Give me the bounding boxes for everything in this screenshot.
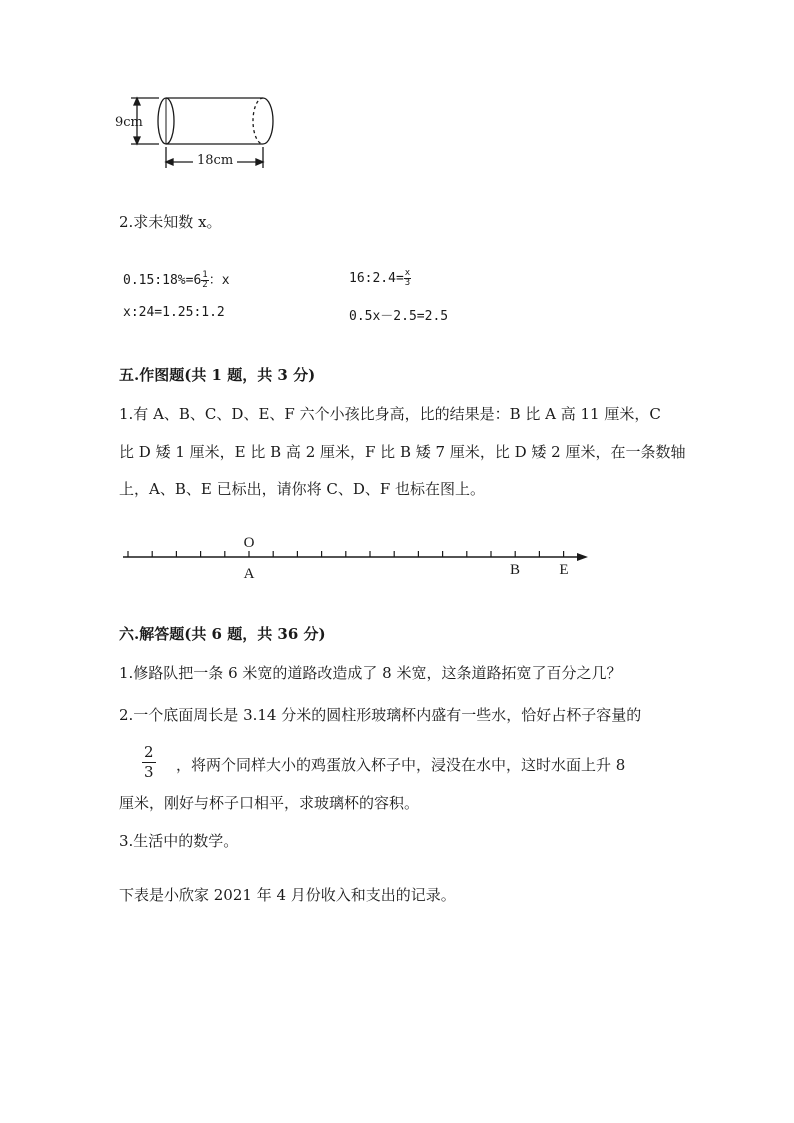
table-intro: 下表是小欣家 2021 年 4 月份收入和支出的记录。 xyxy=(119,886,456,904)
origin-label: O xyxy=(243,535,255,551)
cylinder-right-face xyxy=(263,98,273,144)
section-5-q1-line-2: 比 D 矮 1 厘米，E 比 B 高 2 厘米，F 比 B 矮 7 厘米，比 D 矮 2 厘米，在一条数轴 xyxy=(119,443,686,461)
q2-fraction-two-thirds: $\frac{2}{3}$ xyxy=(144,743,154,781)
equation-2: 16:2.4= $\frac{x}{3}$ xyxy=(349,268,411,288)
equation-4: 0.5x－2.5=2.5 xyxy=(349,309,449,324)
equation-3: x:24=1.25:1.2 xyxy=(123,305,225,320)
section-5-q1-line-3: 上，A、B、E 已标出，请你将 C、D、F 也标在图上。 xyxy=(119,480,486,498)
section-5-q1-line-1: 1.有 A、B、C、D、E、F 六个小孩比身高，比的结果是：B 比 A 高 11 厘米，C xyxy=(119,405,661,423)
cylinder-length-label: 18cm xyxy=(197,153,234,168)
number-line-arrow xyxy=(577,553,588,561)
section-6-heading: 六.解答题(共 6 题，共 36 分) xyxy=(119,625,326,643)
section-5-heading: 五.作图题(共 1 题，共 3 分) xyxy=(119,366,316,384)
section-6-q2-line-1: 2.一个底面周长是 3.14 分米的圆柱形玻璃杯内盛有一些水，恰好占杯子容量的 xyxy=(119,706,642,724)
number-line xyxy=(118,530,598,582)
section-6-q2-line-2: ，将两个同样大小的鸡蛋放入杯子中，浸没在水中，这时水面上升 8 xyxy=(176,756,626,774)
question-2-title: 2.求未知数 x。 xyxy=(119,213,222,231)
point-b-label: B xyxy=(509,562,521,578)
section-6-q2-line-3: 厘米，刚好与杯子口相平，求玻璃杯的容积。 xyxy=(119,794,420,812)
section-6-q1: 1.修路队把一条 6 米宽的道路改造成了 8 米宽，这条道路拓宽了百分之几？ xyxy=(119,664,622,682)
equation-1: 0.15:18%=6 $\frac{1}{2}$ ：x xyxy=(123,270,230,290)
point-e-label: E xyxy=(559,562,569,578)
point-a-label: A xyxy=(243,566,255,582)
cylinder-height-label: 9cm xyxy=(115,115,143,130)
section-6-q3: 3.生活中的数学。 xyxy=(119,832,239,850)
